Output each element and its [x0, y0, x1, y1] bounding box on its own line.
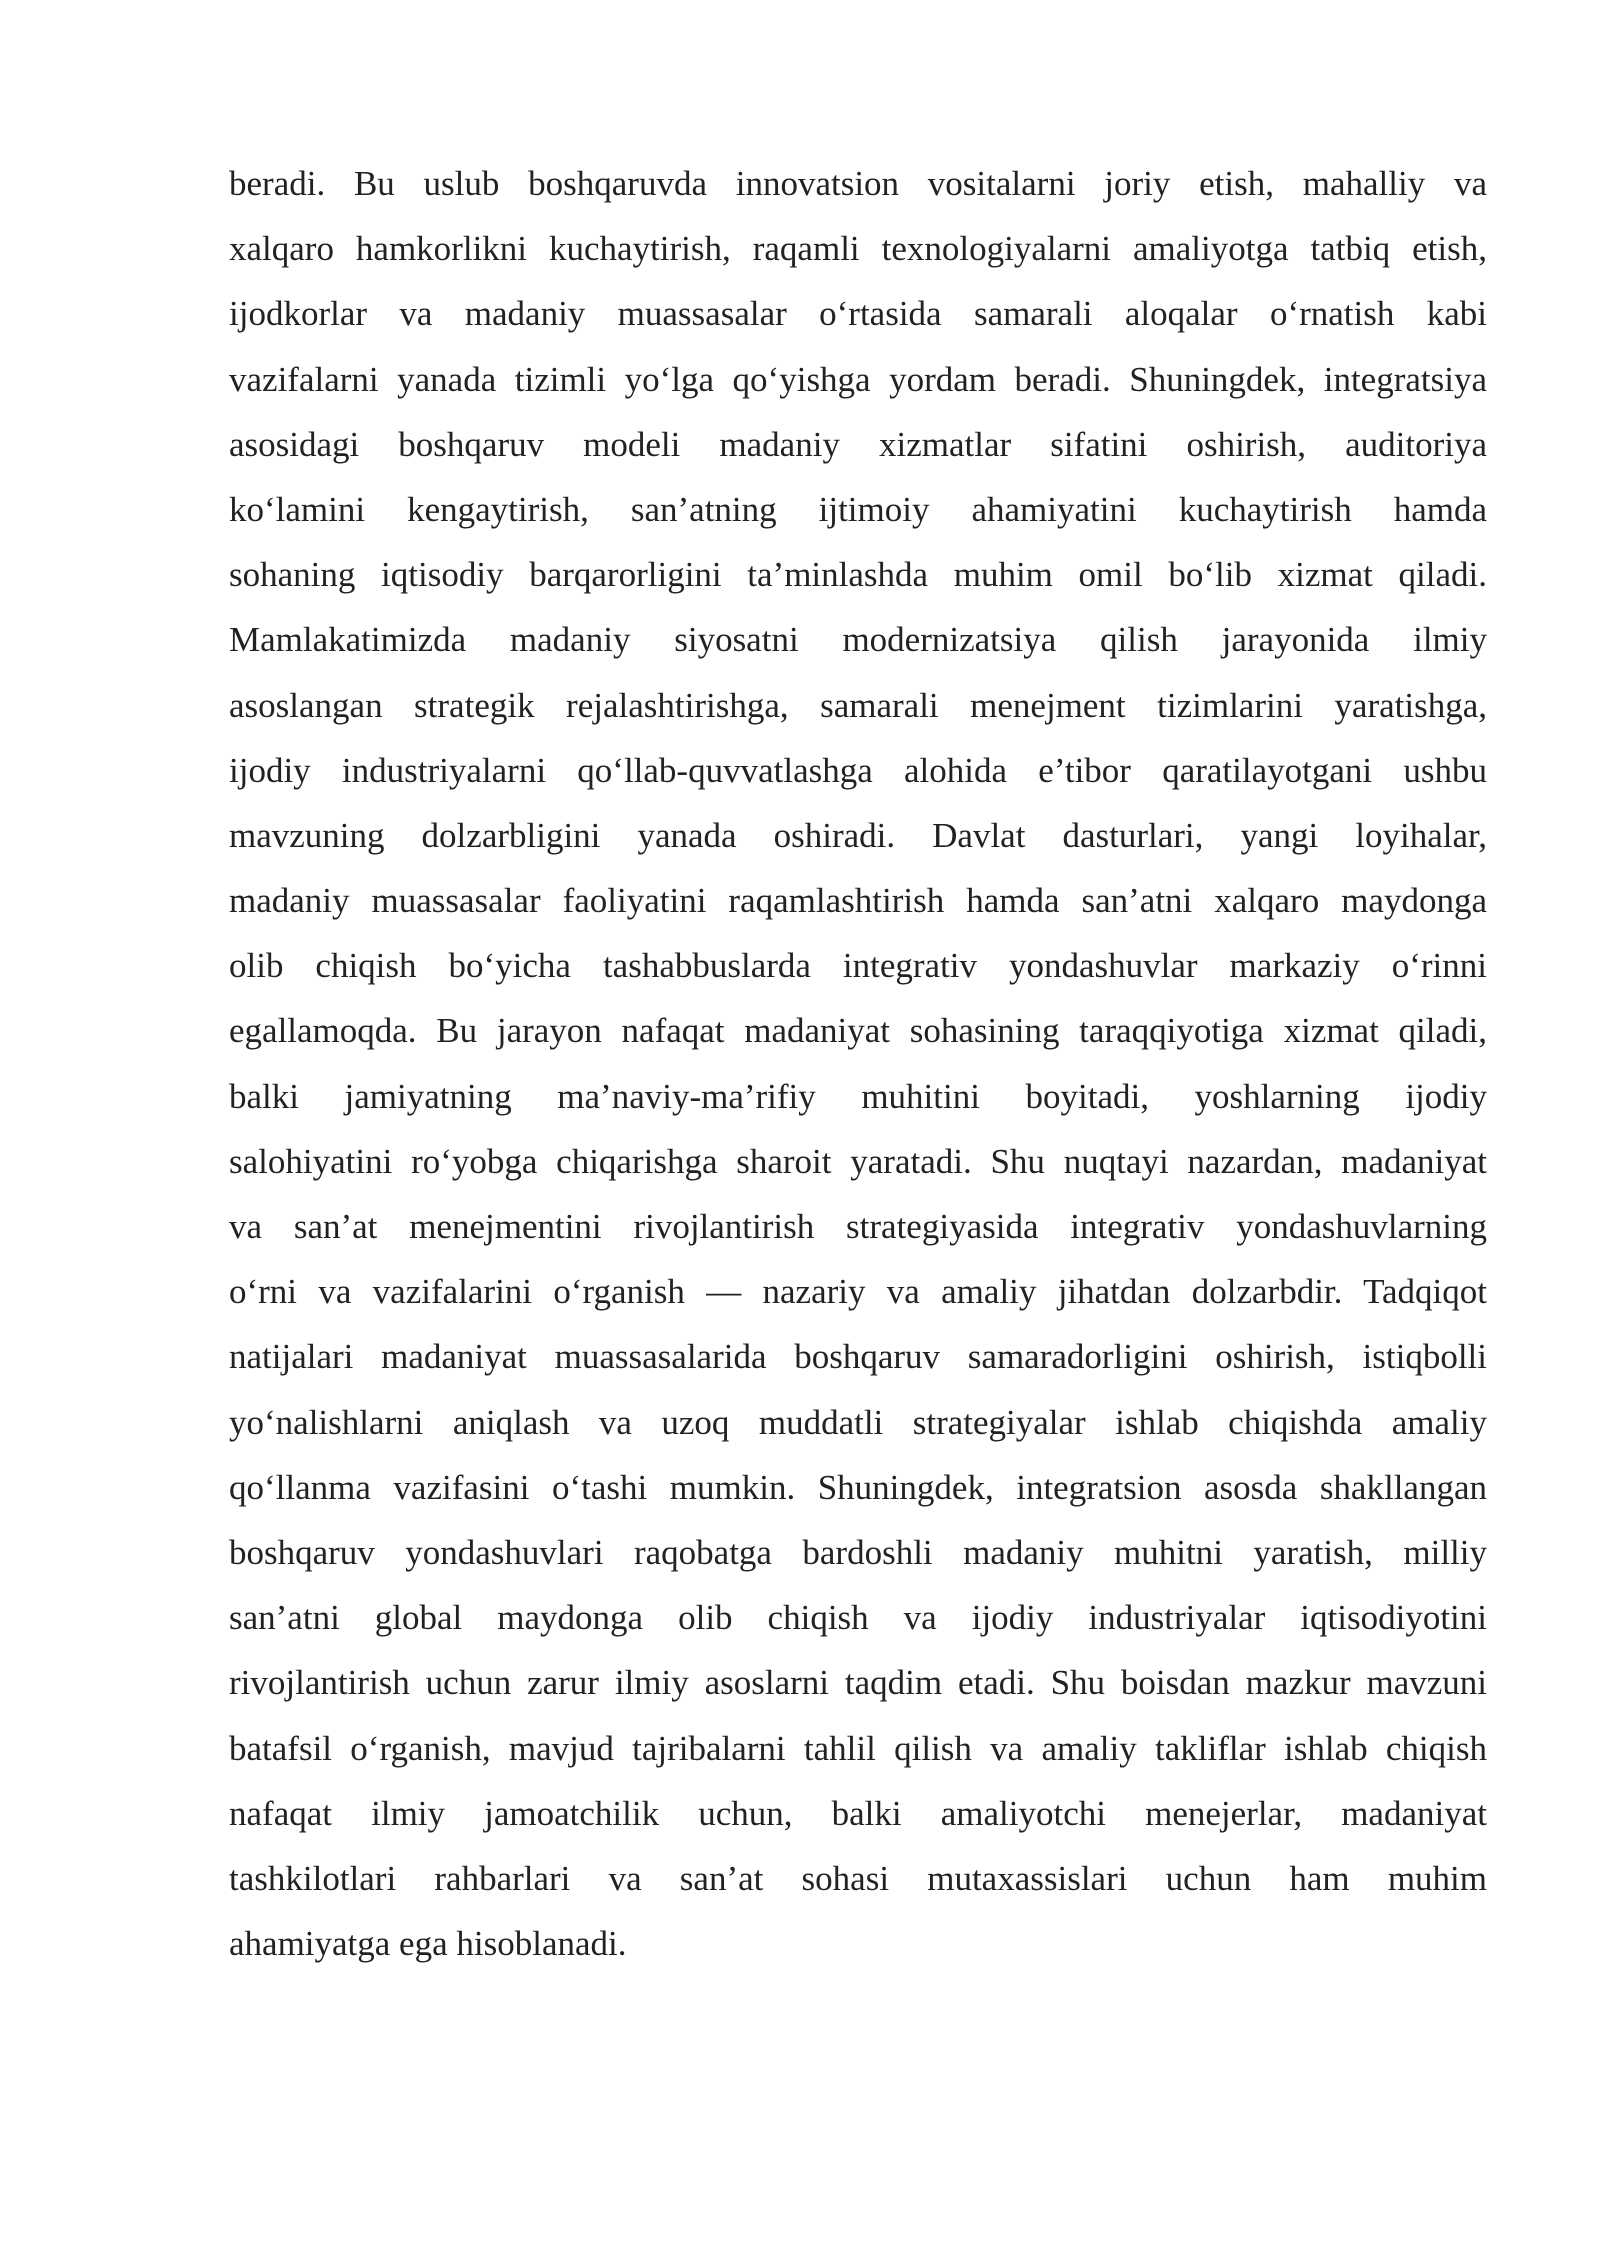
paragraph-line: Mamlakatimizda madaniy siyosatni modernizatsiya qilish jarayonida ilmiy — [229, 620, 1487, 660]
paragraph-line: ahamiyatga ega hisoblanadi. — [229, 1924, 627, 1964]
paragraph-line: asoslangan strategik rejalashtirishga, samarali menejment tizimlarini yaratishga, — [229, 685, 1487, 725]
paragraph-line: egallamoqda. Bu jarayon nafaqat madaniyat sohasining taraqqiyotiga xizmat qiladi, — [229, 1011, 1487, 1051]
paragraph-line: vazifalarni yanada tizimli yo‘lga qo‘yishga yordam beradi. Shuningdek, integratsiya — [229, 359, 1487, 399]
paragraph-line: yo‘nalishlarni aniqlash va uzoq muddatli strategiyalar ishlab chiqishda amaliy — [229, 1402, 1487, 1442]
paragraph-line: nafaqat ilmiy jamoatchilik uchun, balki amaliyotchi menejerlar, madaniyat — [229, 1793, 1487, 1833]
paragraph-line: salohiyatini ro‘yobga chiqarishga sharoit yaratadi. Shu nuqtayi nazardan, madaniyat — [229, 1141, 1487, 1181]
paragraph-line: xalqaro hamkorlikni kuchaytirish, raqamli texnologiyalarni amaliyotga tatbiq etish, — [229, 229, 1487, 269]
paragraph-line: boshqaruv yondashuvlari raqobatga bardoshli madaniy muhitni yaratish, milliy — [229, 1532, 1487, 1572]
paragraph-line: natijalari madaniyat muassasalarida boshqaruv samaradorligini oshirish, istiqbolli — [229, 1337, 1487, 1377]
paragraph-line: olib chiqish bo‘yicha tashabbuslarda integrativ yondashuvlar markaziy o‘rinni — [229, 946, 1487, 986]
body-paragraph — [229, 151, 1487, 1976]
paragraph-line: asosidagi boshqaruv modeli madaniy xizmatlar sifatini oshirish, auditoriya — [229, 424, 1487, 464]
paragraph-line: sohaning iqtisodiy barqarorligini ta’minlashda muhim omil bo‘lib xizmat qiladi. — [229, 555, 1487, 595]
paragraph-line: batafsil o‘rganish, mavjud tajribalarni tahlil qilish va amaliy takliflar ishlab chiqish — [229, 1728, 1487, 1768]
paragraph-line: tashkilotlari rahbarlari va san’at sohasi mutaxassislari uchun ham muhim — [229, 1858, 1487, 1898]
paragraph-line: va san’at menejmentini rivojlantirish strategiyasida integrativ yondashuvlarning — [229, 1207, 1487, 1246]
paragraph-line: qo‘llanma vazifasini o‘tashi mumkin. Shuningdek, integratsion asosda shakllangan — [229, 1467, 1487, 1507]
paragraph-line: mavzuning dolzarbligini yanada oshiradi. Davlat dasturlari, yangi loyihalar, — [229, 815, 1487, 855]
paragraph-line: o‘rni va vazifalarini o‘rganish — nazariy va amaliy jihatdan dolzarbdir. Tadqiqot — [229, 1272, 1487, 1312]
paragraph-line: beradi. Bu uslub boshqaruvda innovatsion vositalarni joriy etish, mahalliy va — [229, 164, 1487, 203]
paragraph-line: madaniy muassasalar faoliyatini raqamlashtirish hamda san’atni xalqaro maydonga — [229, 881, 1487, 921]
paragraph-line: balki jamiyatning ma’naviy-ma’rifiy muhitini boyitadi, yoshlarning ijodiy — [229, 1076, 1487, 1116]
paragraph-line: ijodiy industriyalarni qo‘llab-quvvatlashga alohida e’tibor qaratilayotgani ushbu — [229, 750, 1487, 790]
paragraph-line: ijodkorlar va madaniy muassasalar o‘rtasida samarali aloqalar o‘rnatish kabi — [229, 294, 1487, 334]
paragraph-line: ko‘lamini kengaytirish, san’atning ijtimoiy ahamiyatini kuchaytirish hamda — [229, 489, 1487, 529]
paragraph-line: rivojlantirish uchun zarur ilmiy asoslarni taqdim etadi. Shu boisdan mazkur mavzuni — [229, 1663, 1487, 1703]
paragraph-line: san’atni global maydonga olib chiqish va ijodiy industriyalar iqtisodiyotini — [229, 1598, 1487, 1638]
